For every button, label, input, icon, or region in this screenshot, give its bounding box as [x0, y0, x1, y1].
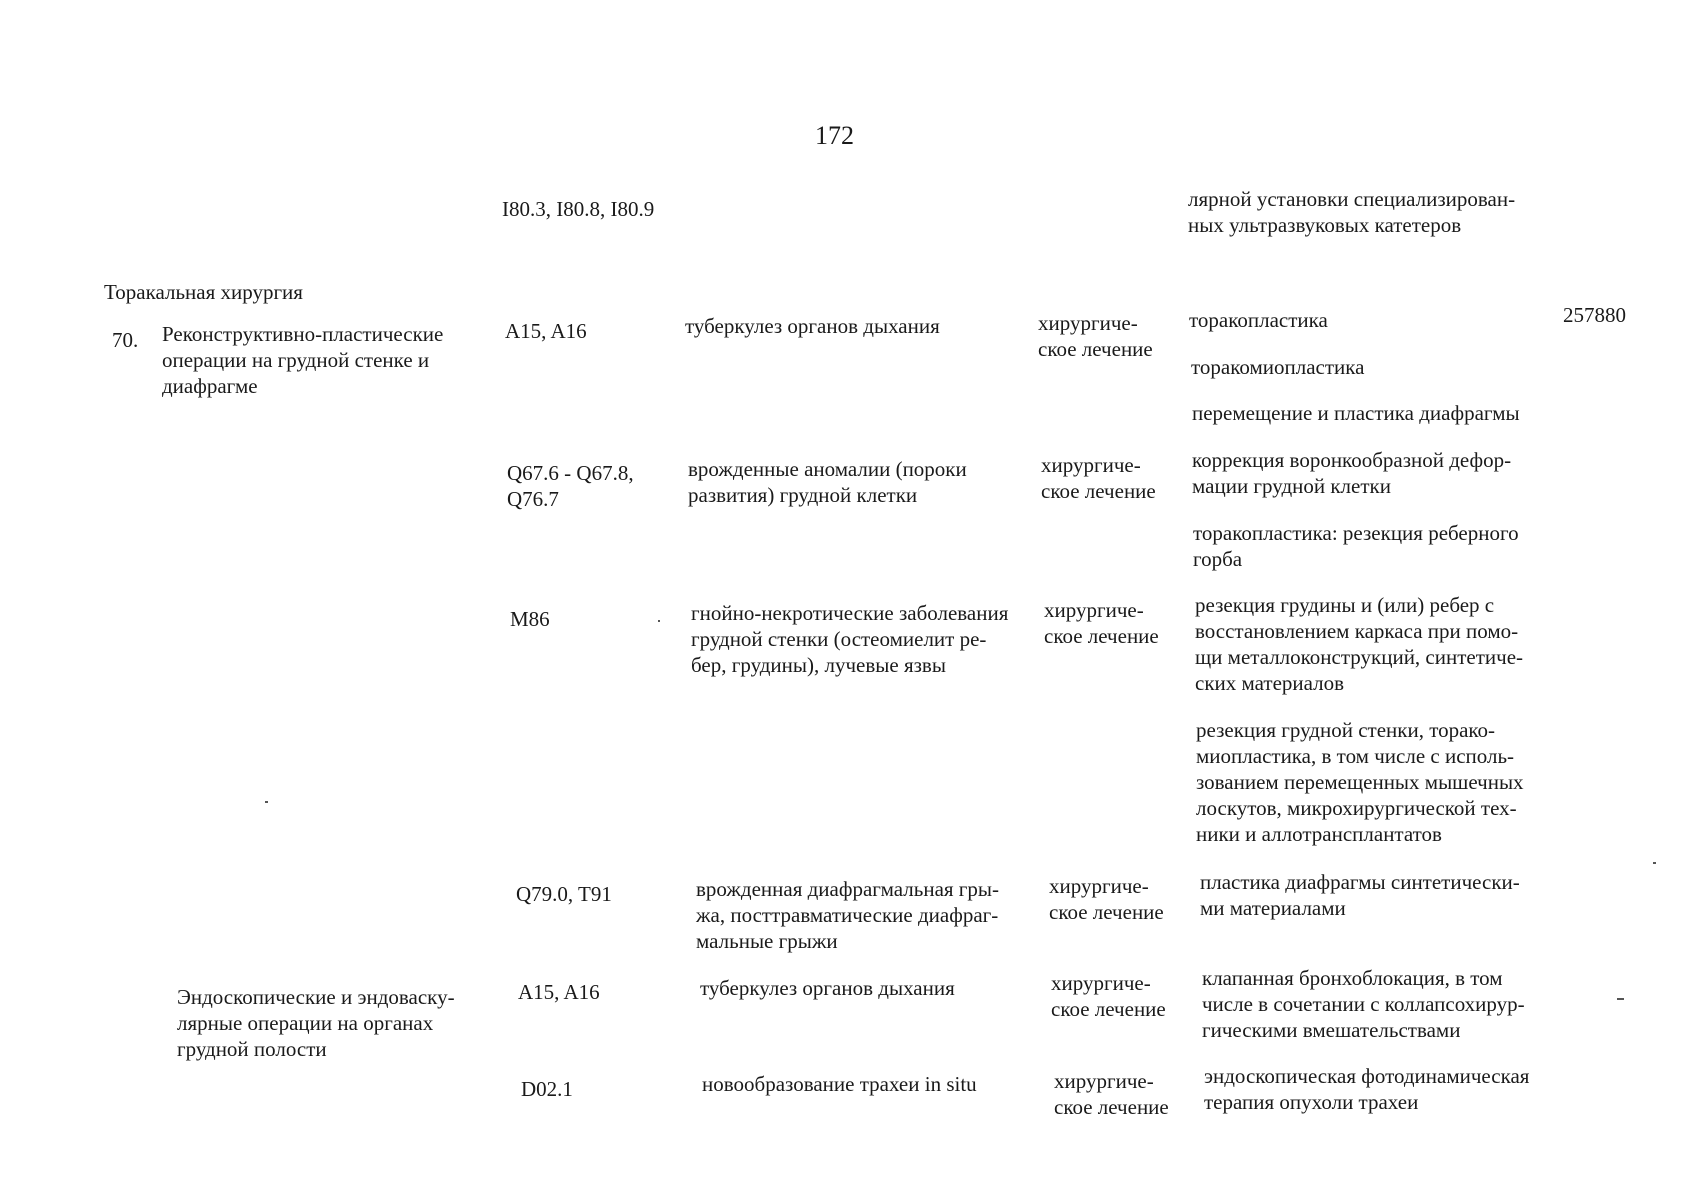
row-codes: D02.1 — [521, 1077, 573, 1101]
row-treatment: хирургиче- ское лечение — [1041, 453, 1156, 503]
row-method: резекция грудной стенки, торако- миопластика, в том числе с исполь- зованием перемещенных мышечных лоскутов, микрохирургической тех- ники и аллотрансплантатов — [1196, 718, 1524, 846]
row-method: торакомиопластика — [1191, 355, 1365, 379]
continuation-codes: I80.3, I80.8, I80.9 — [502, 197, 655, 221]
group-name: Реконструктивно-пластические операции на грудной стенке и диафрагме — [162, 322, 444, 398]
row-codes: A15, A16 — [518, 980, 600, 1004]
row-treatment: хирургиче- ское лечение — [1054, 1069, 1169, 1119]
row-diagnosis: врожденные аномалии (пороки развития) грудной клетки — [688, 457, 967, 507]
page-number: 172 — [815, 121, 854, 150]
row-diagnosis: врожденная диафрагмальная гры- жа, посттравматические диафраг- мальные грыжи — [696, 877, 1000, 953]
row-treatment: хирургиче- ское лечение — [1044, 598, 1159, 648]
row-method: клапанная бронхоблокация, в том числе в сочетании с коллапсохирур- гическими вмешательствами — [1202, 966, 1525, 1042]
row-method: перемещение и пластика диафрагмы — [1192, 401, 1520, 425]
scan-speck — [658, 620, 660, 622]
row-codes: Q79.0, T91 — [516, 882, 612, 906]
group-number: 70. — [112, 328, 139, 352]
row-treatment: хирургиче- ское лечение — [1049, 874, 1164, 924]
row-diagnosis: туберкулез органов дыхания — [700, 976, 955, 1000]
row-treatment: хирургиче- ское лечение — [1051, 971, 1166, 1021]
scan-speck — [265, 801, 268, 803]
row-method: эндоскопическая фотодинамическая терапия опухоли трахеи — [1204, 1064, 1530, 1114]
row-diagnosis: гнойно-некротические заболевания грудной стенки (остеомиелит ре- бер, грудины), лучевые язвы — [691, 601, 1009, 677]
group-name: Эндоскопические и эндоваску- лярные операции на органах грудной полости — [177, 985, 455, 1061]
row-diagnosis: новообразование трахеи in situ — [702, 1072, 977, 1096]
group-price: 257880 — [1563, 303, 1626, 327]
section-title: Торакальная хирургия — [104, 280, 303, 304]
scan-speck — [1653, 862, 1656, 864]
row-method: коррекция воронкообразной дефор- мации грудной клетки — [1192, 448, 1512, 498]
row-codes: M86 — [510, 607, 550, 631]
row-method: торакопластика: резекция реберного горба — [1193, 521, 1519, 571]
row-treatment: хирургиче- ское лечение — [1038, 311, 1153, 361]
continuation-method: лярной установки специализирован- ных ультразвуковых катетеров — [1188, 187, 1516, 237]
row-codes: Q67.6 - Q67.8, Q76.7 — [507, 461, 634, 511]
row-method: торакопластика — [1189, 308, 1328, 332]
scan-speck — [1617, 998, 1624, 1000]
row-codes: A15, A16 — [505, 319, 587, 343]
row-method: пластика диафрагмы синтетически- ми материалами — [1200, 870, 1520, 920]
row-diagnosis: туберкулез органов дыхания — [685, 314, 940, 338]
row-method: резекция грудины и (или) ребер с восстановлением каркаса при помо- щи металлоконструкций, синтетиче- ских материалов — [1195, 593, 1524, 695]
